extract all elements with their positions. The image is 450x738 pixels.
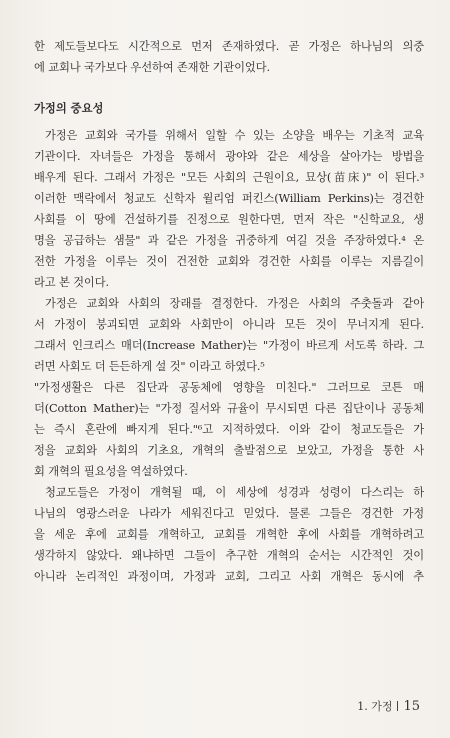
text-line: 사회를 이 땅에 건설하기를 진정으로 원한다면, 먼저 작은 "신학교요, 생 — [34, 213, 424, 226]
text-line: 기관이다. 자녀들은 가정을 통해서 광야와 같은 세상을 살아가는 방법을 — [34, 150, 424, 163]
text-line: 서 가정이 붕괴되면 교회와 사회만이 아니라 모든 것이 무너지게 된다. — [34, 318, 424, 331]
paragraph-2 — [34, 293, 424, 482]
text-line: 그래서 인크리스 매더(Increase Mather)는 "가정이 바르게 서도록 하라. 그 — [34, 339, 424, 352]
paragraph-3 — [34, 482, 424, 587]
text-line: 라고 본 것이다. — [34, 276, 109, 289]
paragraph-1 — [34, 125, 424, 293]
text-line: 가정은 교회와 사회의 장래를 결정한다. 가정은 사회의 주춧돌과 같아 — [45, 297, 424, 310]
text-line: 러면 사회도 더 든든하게 설 것" 이라고 하였다.⁵ — [34, 360, 265, 373]
text-line: 나님의 영광스러운 나라가 세워진다고 믿었다. 물론 그들은 경건한 가정 — [34, 507, 424, 520]
text-line: 생각하지 않았다. 왜냐하면 그들이 추구한 개혁의 순서는 시간적인 것이 — [34, 549, 424, 562]
text-line: 이러한 맥락에서 청교도 신학자 윌리엄 퍼킨스(William Perkins)는 경건한 — [34, 192, 424, 205]
intro-paragraph — [34, 36, 424, 78]
page-number: 15 — [403, 699, 420, 714]
text-line: "가정생활은 다른 집단과 공동체에 영향을 미친다." 그러므로 코튼 매 — [34, 381, 424, 394]
text-line: 청교도들은 가정이 개혁될 때, 이 세상에 성경과 성령이 다스리는 하 — [45, 486, 424, 499]
text-line: 정을 교회와 사회의 기초요, 개혁의 출발점으로 보았고, 가정을 통한 사 — [34, 444, 424, 457]
text-line: 전한 가정을 이루는 것이 건전한 교회와 경건한 사회를 이루는 지름길이 — [34, 255, 424, 268]
text-line: 회 개혁의 필요성을 역설하였다. — [34, 465, 188, 478]
text-line: 에 교회나 국가보다 우선하여 존재한 기관이었다. — [34, 61, 270, 74]
text-line: 가정은 교회와 국가를 위해서 일할 수 있는 소양을 배우는 기초적 교육 — [45, 129, 424, 142]
text-line: 명을 공급하는 샘물" 과 같은 가정을 귀중하게 여길 것을 주장하였다.⁴ 온 — [34, 234, 424, 247]
chapter-label: 1. 가정 — [357, 700, 393, 713]
text-line: 한 제도들보다도 시간적으로 먼저 존재하였다. 곧 가정은 하나님의 의중 — [34, 40, 424, 53]
text-line: 배우게 된다. 그래서 가정은 "모든 사회의 근원이요, 묘상(苗床)" 이 된다.³ — [34, 171, 424, 184]
text-line: 더(Cotton Mather)는 "가정 질서와 규율이 무시되면 다른 집단이나 공동체 — [34, 402, 424, 415]
footer-divider — [397, 701, 398, 711]
text-line: 아니라 논리적인 과정이며, 가정과 교회, 그리고 사회 개혁은 동시에 추 — [34, 570, 424, 583]
page-footer — [357, 698, 420, 714]
text-line: 는 즉시 혼란에 빠지게 된다."⁶고 지적하였다. 이와 같이 청교도들은 가 — [34, 423, 424, 436]
section-heading: 가정의 중요성 — [34, 102, 104, 115]
text-line: 을 세운 후에 교회를 개혁하고, 교회를 개혁한 후에 사회를 개혁하려고 — [34, 528, 424, 541]
